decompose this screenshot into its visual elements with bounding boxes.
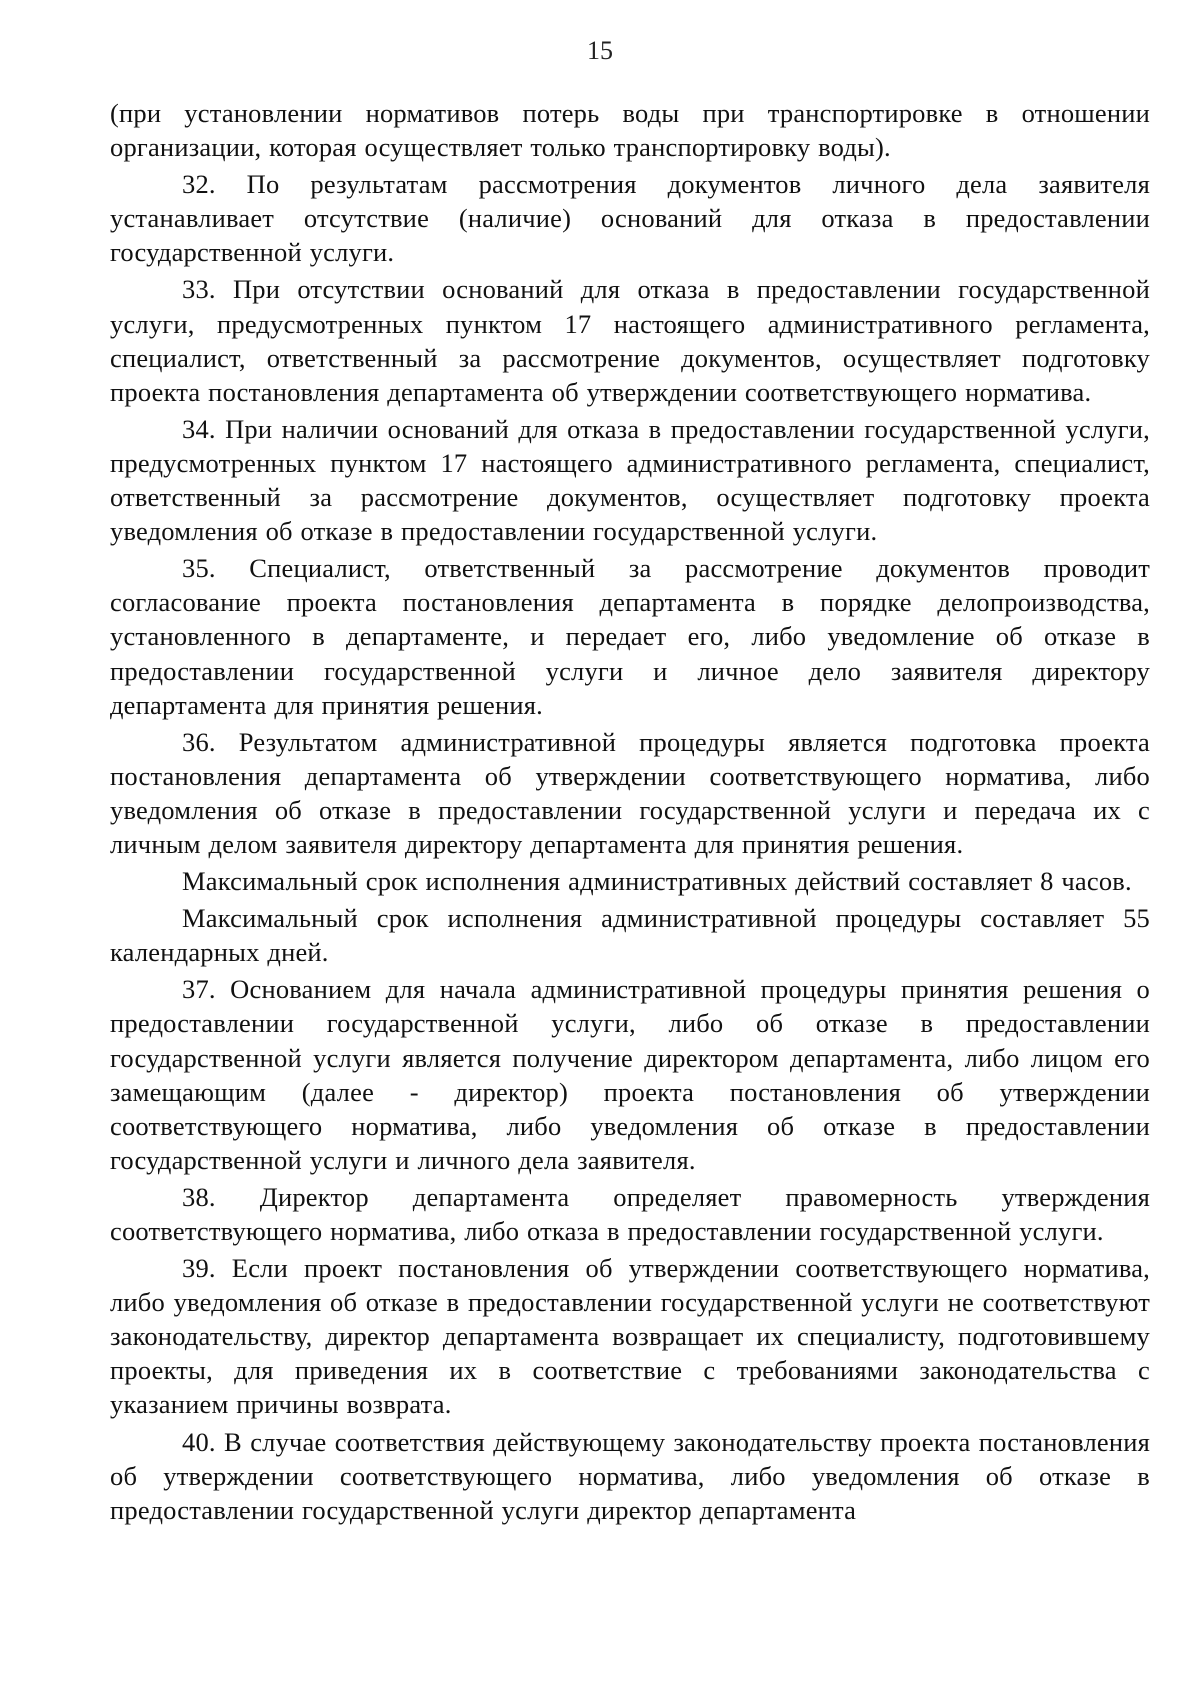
paragraph-34: 34. При наличии оснований для отказа в предоставлении государственной услуги, предусмотренных пунктом 17 настоящего административного регламента, специалист, ответственный за рассмотрение документов, осуществляет подготовку проекта уведомления об отказе в предоставлении государственной услуги. bbox=[110, 413, 1150, 547]
paragraph-40: 40. В случае соответствия действующему законодательству проекта постановления об утверждении соответствующего норматива, либо уведомления об отказе в предоставлении государственной услуги директор департамента bbox=[110, 1426, 1150, 1525]
paragraph-36: 36. Результатом административной процедуры является подготовка проекта постановления департамента об утверждении соответствующего норматива, либо уведомления об отказе в предоставлении государственной услуги и передача их с личным делом заявителя директору департамента для принятия решения. bbox=[110, 726, 1150, 859]
paragraph-max-procedure-time: Максимальный срок исполнения административной процедуры составляет 55 календарных дней. bbox=[110, 903, 1150, 968]
paragraph-39: 39. Если проект постановления об утверждении соответствующего норматива, либо уведомления об отказе в предоставлении государственной услуги не соответствуют законодательству, директор департамента возвращает их специалисту, подготовившему проекты, для приведения их в соответствие с требованиями законодательства с указанием причины возврата. bbox=[110, 1253, 1150, 1420]
paragraph-33: 33. При отсутствии оснований для отказа в предоставлении государственной услуги, предусмотренных пунктом 17 настоящего административного регламента, специалист, ответственный за рассмотрение документов, осуществляет подготовку проекта постановления департамента об утверждении соответствующего норматива. bbox=[110, 274, 1150, 407]
paragraph-37: 37. Основанием для начала административной процедуры принятия решения о предоставлении государственной услуги, либо об отказе в предоставлении государственной услуги является получение директором департамента, либо лицом его замещающим (далее - директор) проекта постановления об утверждении соответствующего норматива, либо уведомления об отказе в предоставлении государственной услуги и личного дела заявителя. bbox=[110, 974, 1150, 1175]
paragraph-38: 38. Директор департамента определяет правомерность утверждения соответствующего норматива, либо отказа в предоставлении государственной услуги. bbox=[110, 1181, 1150, 1246]
paragraph-32: 32. По результатам рассмотрения документов личного дела заявителя устанавливает отсутствие (наличие) оснований для отказа в предоставлении государственной услуги. bbox=[110, 169, 1150, 268]
paragraph-max-action-time: Максимальный срок исполнения административных действий составляет 8 часов. bbox=[182, 866, 1132, 897]
paragraph-35: 35. Специалист, ответственный за рассмотрение документов проводит согласование проекта постановления департамента в порядке делопроизводства, установленного в департаменте, и передает его, либо уведомление об отказе в предоставлении государственной услуги и личное дело заявителя директору департамента для принятия решения. bbox=[110, 553, 1150, 720]
document-body bbox=[110, 96, 1150, 1527]
page-number: 15 bbox=[587, 36, 613, 65]
paragraph-continuation: (при установлении нормативов потерь воды при транспортировке в отношении организации, которая осуществляет только транспортировку воды). bbox=[110, 98, 1150, 163]
